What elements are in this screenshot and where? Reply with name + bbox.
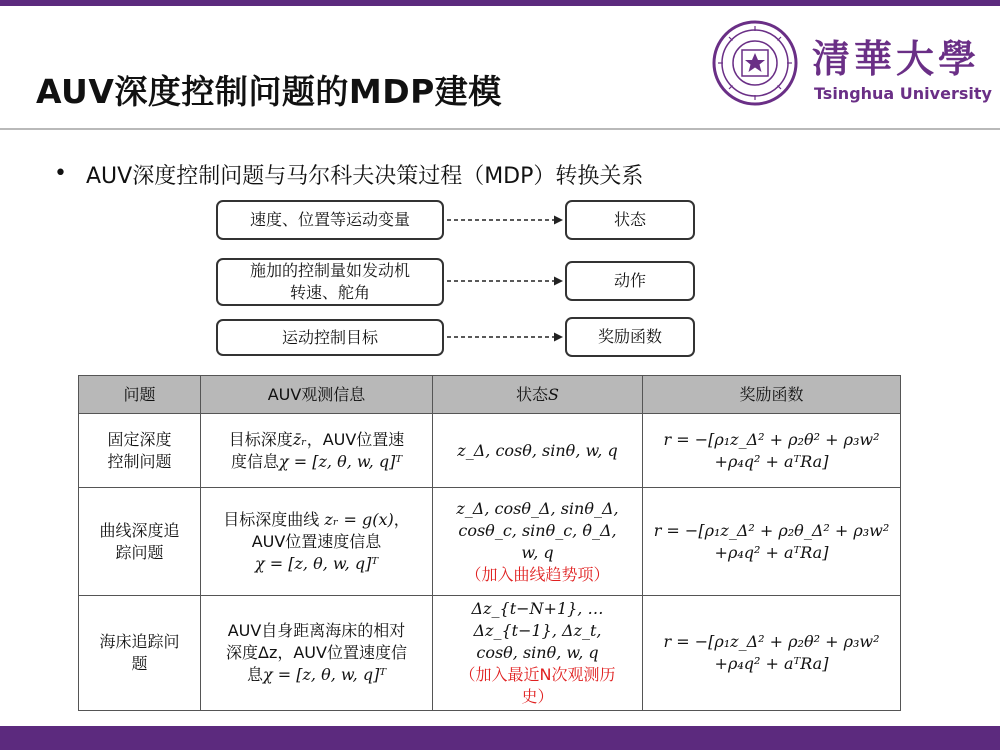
state-note: （加入曲线趋势项） — [465, 564, 610, 584]
header-state-label: 状态 — [516, 384, 549, 404]
bottom-accent-bar — [0, 726, 1000, 750]
obs-line — [205, 451, 428, 473]
cell-observation — [201, 596, 433, 711]
reward-line: r = −[ρ₁z_Δ² + ρ₂θ² + ρ₃w² — [663, 632, 880, 651]
flow-target-state — [565, 200, 695, 240]
reward-line: r = −[ρ₁z_Δ² + ρ₂θ_Δ² + ρ₃w² — [653, 520, 890, 540]
obs-text: 目标深度曲线 — [223, 509, 320, 529]
reward-line: +ρ₄q² + aᵀRa] — [714, 451, 829, 471]
state-line: z_Δ, cosθ_Δ, sinθ_Δ, — [456, 498, 619, 518]
problem-line: 曲线深度追 — [99, 520, 180, 540]
flow-target-label: 状态 — [613, 210, 646, 229]
arrowhead-icon — [554, 333, 563, 342]
problem-line: 控制问题 — [107, 451, 172, 471]
reward-line: +ρ₄q² + aᵀRa] — [714, 654, 829, 673]
state-note: 史） — [521, 687, 554, 706]
cell-observation — [201, 488, 433, 596]
state-line: w, q — [521, 542, 554, 562]
university-name-en: Tsinghua University — [814, 84, 992, 103]
obs-line — [205, 664, 428, 686]
title-divider — [0, 128, 1000, 130]
obs-line: 深度Δz，AUV位置速度信 — [226, 643, 407, 662]
flow-target-reward — [565, 317, 695, 357]
state-line: Δz_{t−N+1}, … Δz_{t−1}, Δz_t, — [471, 599, 604, 640]
obs-line — [205, 509, 428, 531]
obs-text: 度信息 — [230, 451, 279, 471]
university-seal-icon — [712, 20, 798, 106]
flow-target-label: 奖励函数 — [597, 327, 662, 346]
header-state-symbol: S — [548, 384, 559, 404]
state-line: cosθ_c, sinθ_c, θ̇_Δ, — [458, 520, 617, 540]
cell-state — [433, 596, 643, 711]
header-reward: 奖励函数 — [643, 376, 901, 414]
cell-state — [433, 414, 643, 488]
arrowhead-icon — [554, 216, 563, 225]
obs-text: 息 — [246, 665, 263, 684]
obs-line: AUV位置速度信息 — [251, 531, 382, 551]
cell-observation — [201, 414, 433, 488]
table-row — [79, 414, 901, 488]
table-row — [79, 596, 901, 711]
flow-source-motion-variables — [216, 200, 444, 240]
table-row — [79, 488, 901, 596]
reward-line: +ρ₄q² + aᵀRa] — [714, 542, 829, 562]
table-header-row — [79, 376, 901, 414]
problem-line: 踪问题 — [115, 542, 164, 562]
obs-text: ，AUV位置速 — [306, 429, 405, 449]
problem-line: 题 — [131, 654, 148, 673]
obs-text: 目标深度 — [228, 429, 293, 449]
cell-problem — [79, 488, 201, 596]
header-observation: AUV观测信息 — [201, 376, 433, 414]
header-problem: 问题 — [79, 376, 201, 414]
cell-problem — [79, 414, 201, 488]
cell-reward — [643, 596, 901, 711]
flow-source-label-line2: 转速、舵角 — [289, 283, 370, 302]
flow-source-label-line1: 施加的控制量如发动机 — [249, 261, 410, 280]
flow-source-label: 运动控制目标 — [281, 327, 378, 347]
cell-problem — [79, 596, 201, 711]
university-logo — [712, 20, 992, 104]
bullet-marker: • — [54, 161, 67, 186]
flow-source-label: 速度、位置等运动变量 — [249, 210, 410, 229]
problem-line: 固定深度 — [107, 429, 172, 449]
obs-math: χ = [z, θ, w, q]ᵀ — [262, 665, 387, 684]
cell-reward — [643, 488, 901, 596]
obs-text: ， — [393, 509, 410, 529]
university-name-cn: 清華大學 — [812, 36, 981, 81]
top-accent-bar — [0, 0, 1000, 6]
obs-math: zᵣ = g(x) — [324, 509, 394, 529]
obs-math: χ = [z, θ, w, q]ᵀ — [254, 553, 379, 573]
state-line: z_Δ, cosθ, sinθ, w, q — [457, 440, 618, 460]
problem-line: 海床追踪问 — [99, 632, 180, 651]
cell-reward — [643, 414, 901, 488]
arrowhead-icon — [554, 277, 563, 286]
obs-line — [205, 429, 428, 451]
obs-math: z̄ᵣ — [292, 429, 307, 449]
header-state — [433, 376, 643, 414]
flow-target-label: 动作 — [613, 271, 646, 290]
obs-math: χ = [z, θ, w, q]ᵀ — [278, 451, 403, 471]
flow-source-control-objective — [216, 319, 444, 356]
state-line: cosθ, sinθ, w, q — [476, 643, 599, 662]
state-note: （加入最近N次观测历 — [459, 665, 616, 684]
slide-title: AUV深度控制问题的MDP建模 — [36, 72, 502, 111]
flow-target-action — [565, 261, 695, 301]
mdp-table — [78, 375, 901, 711]
flow-source-control-inputs — [216, 258, 444, 306]
bullet-text: AUV深度控制问题与马尔科夫决策过程（MDP）转换关系 — [86, 164, 644, 189]
cell-state — [433, 488, 643, 596]
obs-line: AUV自身距离海床的相对 — [227, 621, 406, 640]
reward-line: r = −[ρ₁z_Δ² + ρ₂θ² + ρ₃w² — [663, 429, 880, 449]
